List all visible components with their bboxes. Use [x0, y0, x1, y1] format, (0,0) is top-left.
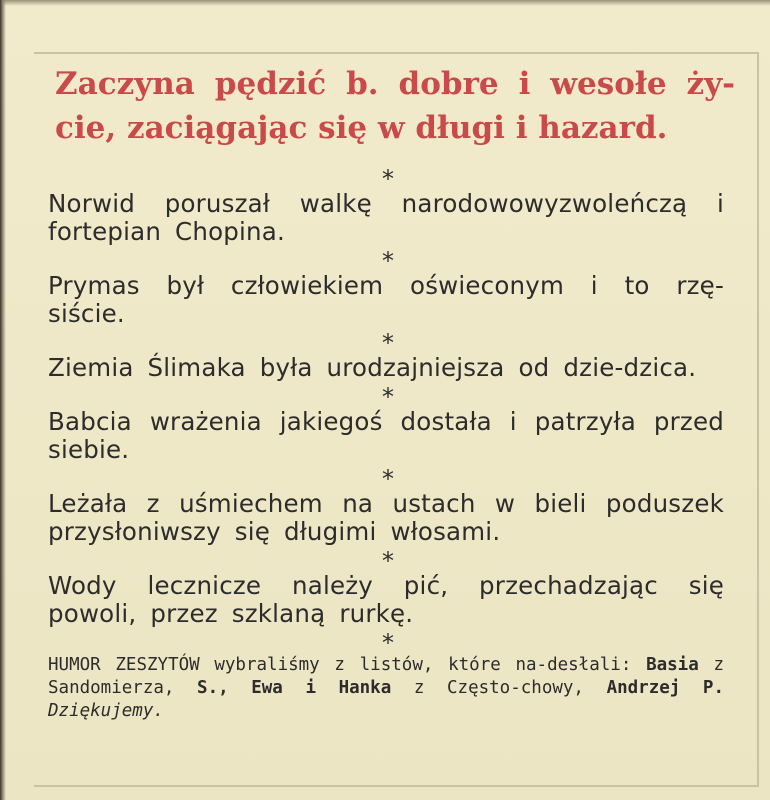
credits-name-basia: Basia [646, 655, 699, 675]
quote-3: Ziemia Ślimaka była urodzajniejsza od dzie-dzica. [48, 353, 697, 382]
separator-star: * [380, 247, 396, 275]
credits-paragraph [48, 654, 724, 723]
quote-4: Babcia wrażenia jakiegoś dostała i patrzyła przed siebie. [48, 407, 724, 464]
page-edge-shadow-top [0, 0, 770, 6]
credits-name-group: S., Ewa i Hanka [197, 678, 392, 698]
separator-star: * [380, 465, 396, 493]
headline: Zaczyna pędzić b. dobre i wesołe ży-cie, zaciągając się w długi i hazard. [55, 66, 735, 146]
credits-thanks: Dziękujemy. [48, 701, 164, 721]
separator-star: * [380, 383, 396, 411]
quote-6: Wody lecznicze należy pić, przechadzając się powoli, przez szklaną rurkę. [48, 571, 724, 628]
credits-text-2: z Często-chowy, [391, 678, 607, 698]
credits-text-1: z Sandomierza, [48, 655, 724, 698]
quote-1: Norwid poruszał walkę narodowowyzwoleńczą i fortepian Chopina. [48, 189, 724, 246]
page-edge-shadow-left [0, 0, 6, 800]
quotes-column [48, 165, 724, 723]
separator-star: * [380, 329, 396, 357]
credits-name-andrzej: Andrzej P. [606, 678, 724, 698]
quote-2: Prymas był człowiekiem oświeconym i to rzę-siście. [48, 271, 724, 328]
separator-star: * [380, 165, 396, 193]
quote-5: Leżała z uśmiechem na ustach w bieli poduszek przysłoniwszy się długimi włosami. [48, 489, 724, 546]
credits-lead: HUMOR ZESZYTÓW wybraliśmy z listów, które na-desłali: [48, 655, 647, 675]
separator-star: * [380, 629, 396, 657]
separator-star: * [380, 547, 396, 575]
